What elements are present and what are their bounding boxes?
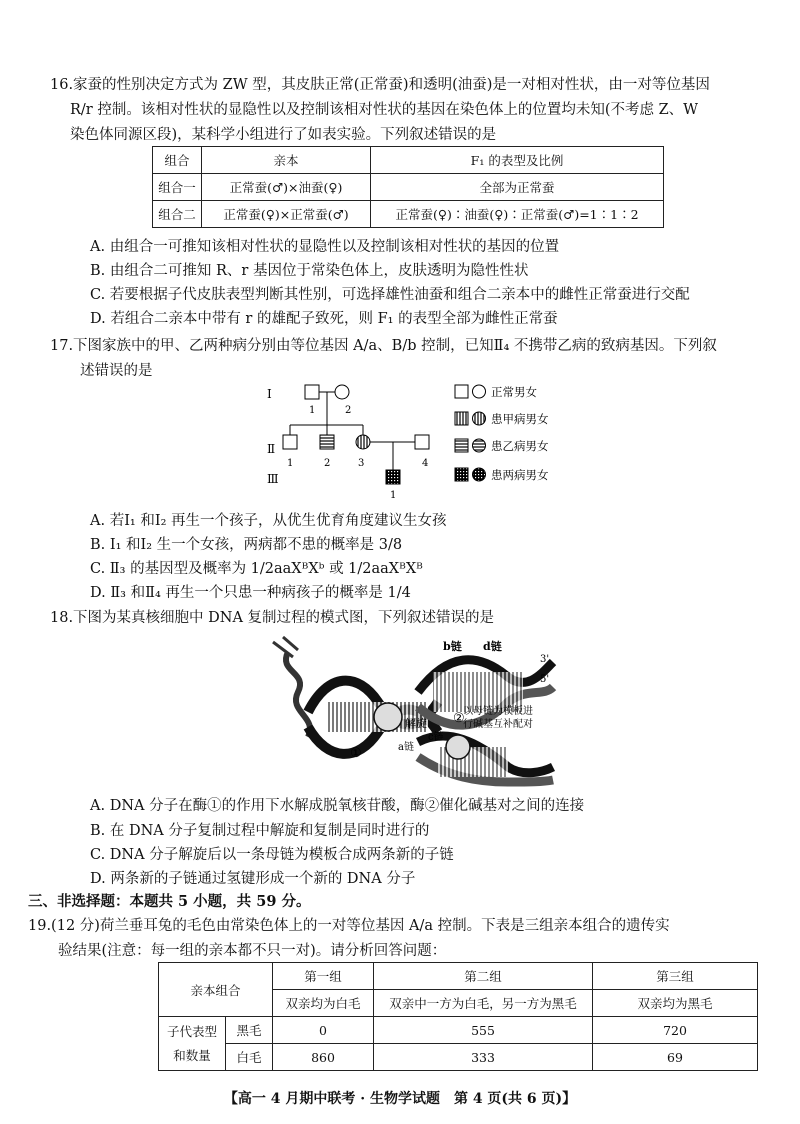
table-row — [153, 201, 664, 228]
dna-replication-figure — [268, 632, 558, 790]
q16-stem-line3: 染色体同源区段)，某科学小组进行了如表实验。下列叙述错误的是 — [70, 127, 497, 143]
table-row — [159, 1017, 758, 1044]
pedigree-male-both — [386, 470, 400, 484]
table-cell: 333 — [374, 1044, 593, 1071]
table-header-cell: 亲本 — [202, 147, 371, 174]
pedigree-number: 1 — [390, 490, 397, 501]
pedigree-number: 4 — [422, 458, 429, 469]
q17-option-a: A. 若Ⅰ₁ 和Ⅰ₂ 再生一个孩子，从优生优育角度建议生女孩 — [90, 513, 447, 529]
table-row — [159, 1044, 758, 1071]
legend-label: 患甲病男女 — [491, 412, 549, 426]
label-d-chain: d链 — [483, 640, 502, 653]
q18-option-d: D. 两条新的子链通过氢键形成一个新的 DNA 分子 — [90, 871, 416, 887]
label-5-prime: 5' — [540, 674, 550, 685]
label-jiexuan: 解旋 — [405, 717, 427, 730]
label-c-chain: c链 — [428, 732, 444, 743]
pedigree-number: 1 — [287, 458, 294, 469]
q16-table — [152, 146, 664, 228]
chromatin-strand — [286, 652, 310, 737]
table-row — [153, 147, 664, 174]
enzyme-2-polymerase — [446, 735, 470, 759]
pedigree-number: 2 — [324, 458, 331, 469]
legend-normal-male — [455, 385, 468, 398]
row-header-line1: 子代表型 — [166, 1023, 217, 1039]
table-cell: 860 — [273, 1044, 374, 1071]
pedigree-female-normal — [335, 385, 349, 399]
q18-option-b: B. 在 DNA 分子复制过程中解旋和复制是同时进行的 — [90, 823, 430, 839]
label-enzyme-1: ① — [350, 746, 362, 761]
table-row — [159, 963, 758, 990]
table-cell: 组合二 — [153, 201, 202, 228]
pedigree-male-normal — [283, 435, 297, 449]
table-cell: 双亲中一方为白毛，另一方为黑毛 — [374, 990, 593, 1017]
table-header-cell: 第三组 — [593, 963, 758, 990]
row-header-line2: 和数量 — [173, 1047, 211, 1063]
table-cell: 69 — [593, 1044, 758, 1071]
enzyme-1-helicase — [374, 703, 402, 731]
q16-option-d: D. 若组合二亲本中带有 r 的雄配子致死，则 F₁ 的表型全部为雌性正常蚕 — [90, 311, 558, 327]
pedigree-figure — [255, 380, 585, 505]
legend-jiabing-female — [473, 412, 486, 425]
table-cell: 双亲均为白毛 — [273, 990, 374, 1017]
q16-stem-line1: 16.家蚕的性别决定方式为 ZW 型，其皮肤正常(正常蚕)和透明(油蚕)是一对相对性状，由一对等位基因 — [50, 77, 710, 93]
pedigree-number: 3 — [358, 458, 365, 469]
pedigree-number: 1 — [309, 405, 316, 416]
label-note-line1: 以母链为模板进 — [463, 706, 533, 717]
q17-option-c: C. Ⅱ₃ 的基因型及概率为 1/2aaXᴮXᵇ 或 1/2aaXᴮXᴮ — [90, 561, 423, 577]
table-cell: 组合一 — [153, 174, 202, 201]
q17-stem-line1: 17.下图家族中的甲、乙两种病分别由等位基因 A/a、B/b 控制，已知Ⅱ₄ 不携带乙病的致病基因。下列叙 — [50, 338, 717, 354]
table-row — [153, 174, 664, 201]
question-17 — [50, 334, 755, 384]
q16-option-b: B. 由组合二可推知 R、r 基因位于常染色体上，皮肤透明为隐性性状 — [90, 263, 529, 279]
table-cell: 0 — [273, 1017, 374, 1044]
table-cell: 白毛 — [226, 1044, 273, 1071]
label-a-chain: a链 — [398, 742, 414, 753]
q19-stem-line1: 19.(12 分)荷兰垂耳兔的毛色由常染色体上的一对等位基因 A/a 控制。下表是三组亲本组合的遗传实 — [28, 918, 670, 934]
table-row-header — [159, 1017, 226, 1071]
legend-yibing-female — [473, 439, 486, 452]
q17-stem-line2: 述错误的是 — [80, 363, 153, 379]
table-cell: 正常蚕(♀)×正常蚕(♂) — [202, 201, 371, 228]
legend-label: 正常男女 — [491, 385, 537, 399]
legend-normal-female — [473, 385, 486, 398]
table-cell: 720 — [593, 1017, 758, 1044]
question-16 — [50, 73, 755, 148]
label-b-chain: b链 — [443, 640, 462, 653]
table-header-cell: F₁ 的表型及比例 — [371, 147, 664, 174]
legend-jiabing-male — [455, 412, 468, 425]
table-cell: 正常蚕(♂)×油蚕(♀) — [202, 174, 371, 201]
q16-option-a: A. 由组合一可推知该相对性状的显隐性以及控制该相对性状的基因的位置 — [90, 239, 560, 255]
question-19 — [28, 914, 768, 964]
legend-label: 患乙病男女 — [491, 439, 549, 453]
label-note-line2: 行碱基互补配对 — [463, 719, 533, 730]
q18-option-c: C. DNA 分子解旋后以一条母链为模板合成两条新的子链 — [90, 847, 454, 863]
page-footer: 【高一 4 月期中联考 · 生物学试题 第 4 页(共 6 页)】 — [223, 1091, 577, 1107]
table-header-cell: 亲本组合 — [159, 963, 273, 1017]
q16-stem-line2: R/r 控制。该相对性状的显隐性以及控制该相对性状的基因在染色体上的位置均未知(不考虑 Z、W — [70, 102, 699, 118]
q18-option-a: A. DNA 分子在酶①的作用下水解成脱氧核苷酸，酶②催化碱基对之间的连接 — [90, 798, 585, 814]
q19-table — [158, 962, 758, 1071]
legend-both-female — [473, 468, 486, 481]
generation-label: Ⅱ — [267, 442, 276, 456]
legend-label: 患两病男女 — [491, 468, 549, 482]
pedigree-number: 2 — [345, 405, 352, 416]
table-header-cell: 组合 — [153, 147, 202, 174]
pedigree-female-jiabing — [356, 435, 370, 449]
table-cell: 555 — [374, 1017, 593, 1044]
generation-label: Ⅰ — [267, 387, 272, 401]
q19-stem-line2: 验结果(注意：每一组的亲本都不只一对)。请分析回答问题： — [58, 943, 447, 959]
question-18 — [50, 606, 755, 631]
pedigree-male-yibing — [320, 435, 334, 449]
table-header-cell: 第二组 — [374, 963, 593, 990]
label-enzyme-2: ② — [453, 711, 465, 726]
q18-stem: 18.下图为某真核细胞中 DNA 复制过程的模式图，下列叙述错误的是 — [50, 610, 495, 626]
legend-yibing-male — [455, 439, 468, 452]
q17-option-d: D. Ⅱ₃ 和Ⅱ₄ 再生一个只患一种病孩子的概率是 1/4 — [90, 585, 411, 601]
table-cell: 正常蚕(♀)∶油蚕(♀)∶正常蚕(♂)=1∶1∶2 — [371, 201, 664, 228]
table-cell: 全部为正常蚕 — [371, 174, 664, 201]
table-cell: 黑毛 — [226, 1017, 273, 1044]
label-3-prime: 3' — [540, 654, 550, 665]
q17-option-b: B. Ⅰ₁ 和Ⅰ₂ 生一个女孩，两病都不患的概率是 3/8 — [90, 537, 403, 553]
pedigree-male-normal — [415, 435, 429, 449]
table-header-cell: 第一组 — [273, 963, 374, 990]
section-heading: 三、非选择题：本题共 5 小题，共 59 分。 — [28, 893, 311, 910]
table-cell: 双亲均为黑毛 — [593, 990, 758, 1017]
q16-option-c: C. 若要根据子代皮肤表型判断其性别，可选择雄性油蚕和组合二亲本中的雌性正常蚕进行交配 — [90, 287, 690, 303]
pedigree-male-normal — [305, 385, 319, 399]
generation-label: Ⅲ — [267, 472, 279, 486]
legend-both-male — [455, 468, 468, 481]
